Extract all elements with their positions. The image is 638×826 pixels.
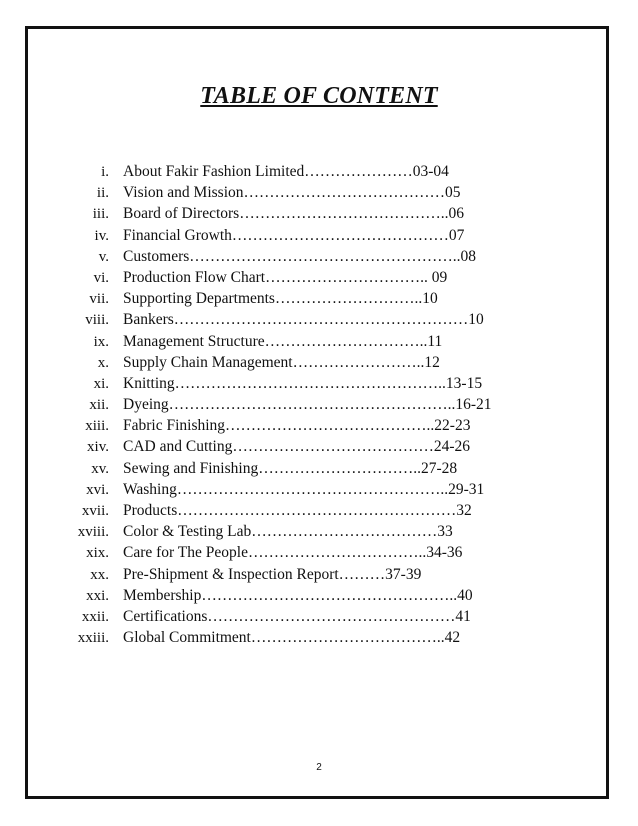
toc-entry-text: Global Commitment………………………………..42: [123, 629, 461, 647]
toc-entry-text: Production Flow Chart………………………….. 09: [123, 268, 448, 286]
toc-entry-number: xix.: [86, 545, 109, 562]
toc-entry: [60, 205, 530, 226]
toc-entry-text: Washing……………………………………………..29-31: [123, 480, 485, 498]
page-number: 2: [316, 762, 322, 773]
toc-entry: [60, 587, 530, 608]
toc-entry-text: Knitting……………………………………………..13-15: [123, 374, 483, 392]
toc-entry-number: xx.: [90, 566, 109, 583]
toc-entry: [60, 375, 530, 396]
toc-entry: [60, 354, 530, 375]
toc-entry: [60, 269, 530, 290]
toc-entry: [60, 163, 530, 184]
table-of-contents: [60, 163, 530, 650]
toc-entry-text: Bankers…………………………………………………10: [123, 311, 484, 329]
toc-entry-text: Supporting Departments………………………..10: [123, 290, 438, 308]
toc-entry: [60, 248, 530, 269]
toc-entry-number: xxi.: [86, 587, 109, 604]
toc-entry-number: ix.: [93, 333, 109, 350]
toc-entry-number: vii.: [89, 291, 109, 308]
toc-entry: [60, 544, 530, 565]
toc-entry-text: Supply Chain Management……………………..12: [123, 353, 440, 371]
toc-entry-text: CAD and Cutting…………………………………24-26: [123, 438, 471, 456]
toc-entry-text: Care for The People……………………………..34-36: [123, 544, 463, 562]
toc-entry-number: xi.: [93, 375, 109, 392]
toc-entry-number: xvi.: [86, 481, 109, 498]
toc-entry-text: About Fakir Fashion Limited…………………03-04: [123, 163, 449, 180]
toc-entry-number: xv.: [91, 460, 109, 477]
toc-entry-text: Fabric Finishing…………………………………..22-23: [123, 417, 471, 435]
toc-entry-text: Dyeing………………………………………………..16-21: [123, 396, 492, 414]
toc-entry-text: Sewing and Finishing…………………………..27-28: [123, 459, 458, 477]
toc-entry: [60, 608, 530, 629]
toc-entry-number: xvii.: [81, 503, 109, 519]
toc-entry: [60, 523, 530, 544]
toc-entry-text: Board of Directors…………………………………..06: [123, 205, 464, 223]
toc-entry-text: Management Structure…………………………..11: [123, 332, 443, 350]
toc-entry-number: xiii.: [85, 418, 109, 435]
toc-entry-number: xxiii.: [77, 630, 109, 647]
toc-entry: [60, 629, 530, 650]
toc-entry: [60, 502, 530, 523]
toc-entry: [60, 566, 530, 587]
toc-entry-number: iii.: [92, 206, 109, 223]
document-title: TABLE OF CONTENT: [200, 83, 438, 109]
toc-entry: [60, 290, 530, 311]
toc-entry-text: Customers……………………………………………..08: [123, 247, 477, 265]
toc-entry: [60, 460, 530, 481]
toc-entry: [60, 481, 530, 502]
toc-entry-number: ii.: [96, 185, 109, 202]
toc-entry-number: v.: [98, 248, 109, 265]
toc-entry-number: xiv.: [87, 439, 109, 456]
toc-entry: [60, 417, 530, 438]
toc-entry-text: Pre-Shipment & Inspection Report………37-39: [123, 565, 422, 583]
toc-entry-text: Certifications…………………………………………41: [123, 607, 471, 625]
toc-entry-number: iv.: [94, 227, 109, 244]
toc-entry: [60, 438, 530, 459]
toc-entry-number: xii.: [89, 397, 109, 414]
toc-entry: [60, 333, 530, 354]
toc-entry-number: i.: [101, 164, 109, 180]
toc-entry: [60, 227, 530, 248]
toc-entry: [60, 311, 530, 332]
toc-entry-text: Membership…………………………………………..40: [123, 586, 473, 604]
toc-entry-number: xxii.: [81, 608, 109, 625]
toc-entry-text: Color & Testing Lab………………………………33: [123, 523, 453, 541]
toc-entry: [60, 184, 530, 205]
toc-entry-text: Financial Growth……………………………………07: [123, 226, 465, 244]
toc-entry-text: Products………………………………………………32: [123, 502, 472, 519]
toc-entry-number: viii.: [85, 312, 109, 329]
toc-entry-text: Vision and Mission…………………………………05: [123, 184, 461, 202]
toc-entry-number: x.: [97, 354, 109, 371]
toc-entry-number: vi.: [93, 269, 109, 286]
toc-entry-number: xviii.: [77, 524, 109, 541]
toc-entry: [60, 396, 530, 417]
